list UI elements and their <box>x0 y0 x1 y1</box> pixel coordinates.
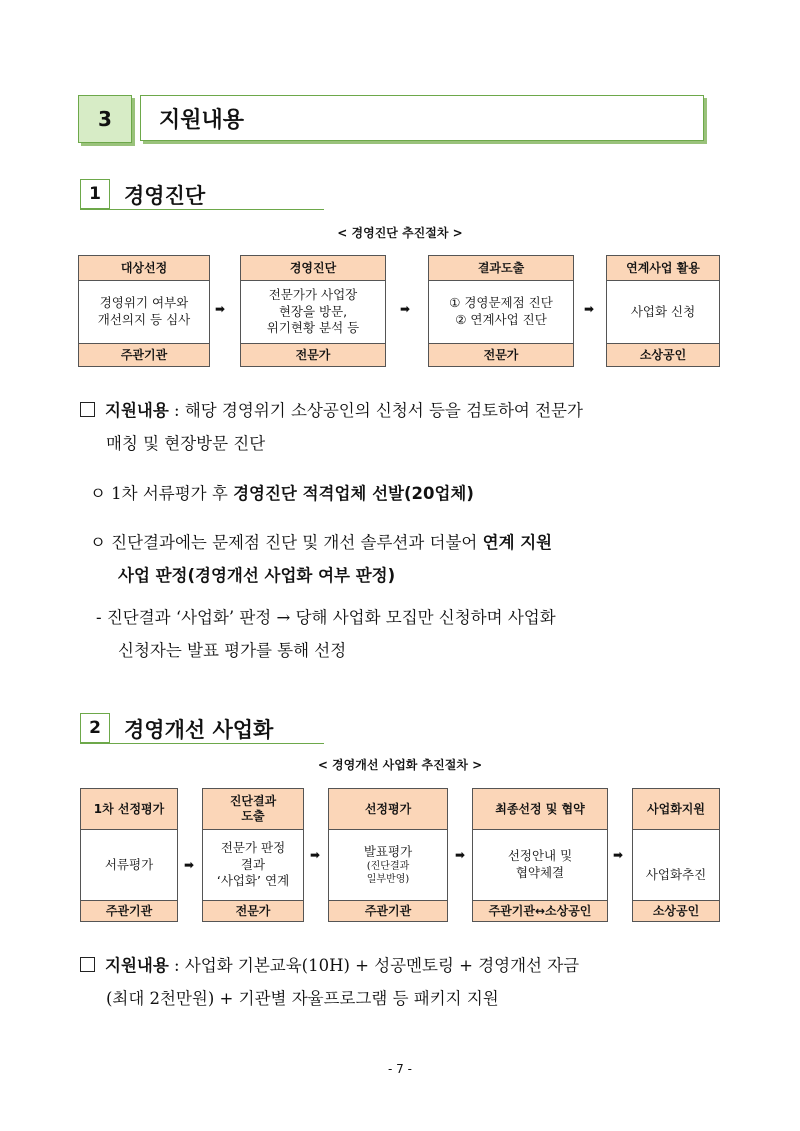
subsection-underline <box>80 209 324 210</box>
support-text-line2: 매칭 및 현장방문 진단 <box>106 434 266 453</box>
dash-item-line2: 신청자는 발표 평가를 통해 선정 <box>118 641 347 660</box>
support-text-line2: (최대 2천만원) + 기관별 자율프로그램 등 패키지 지원 <box>106 989 499 1008</box>
arrow-right-icon: ➡ <box>455 848 466 862</box>
bullet-item <box>90 535 552 552</box>
flow-step-body: 전문가가 사업장 현장을 방문, 위기현황 분석 등 <box>266 286 360 336</box>
arrow-right-icon: ➡ <box>184 858 195 872</box>
flow-step <box>428 255 574 367</box>
bullet-emphasis: 경영진단 적격업체 선발(20업체) <box>233 484 474 503</box>
flow-step-head: 1차 선정평가 <box>81 789 177 830</box>
bullet-emphasis-line2: 사업 판정(경영개선 사업화 여부 판정) <box>118 566 396 585</box>
flow-step-head: 진단결과 도출 <box>203 789 303 830</box>
flow-step-head: 대상선정 <box>79 256 209 281</box>
flow-step-head: 최종선정 및 협약 <box>473 789 607 830</box>
support-paragraph <box>80 957 579 975</box>
flow-step-foot: 주관기관 <box>81 900 177 921</box>
subsection-number: 1 <box>80 179 110 209</box>
arrow-right-icon: ➡ <box>584 302 595 316</box>
flow-step-foot: 소상공인 <box>607 343 719 366</box>
flow-step-foot: 주관기관 <box>329 900 447 921</box>
flow-step-body-main: 발표평가 <box>363 843 413 859</box>
flow-step <box>606 255 720 367</box>
subsection-underline <box>80 743 324 744</box>
flow-step-head: 경영진단 <box>241 256 385 281</box>
bullet-item <box>90 486 474 503</box>
arrow-right-icon: ➡ <box>310 848 321 862</box>
flow-caption: < 경영진단 추진절차 > <box>337 226 463 240</box>
flow-step-body: 경영위기 여부와 개선의지 등 심사 <box>97 295 191 327</box>
flow-step-body-note: (진단결과 일부반영) <box>366 861 410 886</box>
subsection-number: 2 <box>80 713 110 743</box>
flow-step-body: 서류평가 <box>104 856 154 872</box>
flow-step-head: 결과도출 <box>429 256 573 281</box>
flow-step <box>472 788 608 922</box>
flow-step-body: 사업화 신청 <box>630 303 696 319</box>
section-number: 3 <box>78 95 132 143</box>
bullet-text: ㅇ 진단결과에는 문제점 진단 및 개선 솔루션과 더불어 <box>90 533 483 552</box>
flow-step-foot: 전문가 <box>429 343 573 366</box>
flow-step-foot: 주관기관 <box>79 343 209 366</box>
checkbox-square-icon <box>80 402 95 417</box>
subsection-title: 경영개선 사업화 <box>124 718 274 742</box>
support-label: 지원내용 <box>105 956 169 975</box>
flow-step-foot: 소상공인 <box>633 900 719 921</box>
flow-step-head: 연계사업 활용 <box>607 256 719 281</box>
flow-step-body: 전문가 판정 결과 ‘사업화’ 연계 <box>216 839 290 889</box>
arrow-right-icon: ➡ <box>215 302 226 316</box>
page-number: - 7 - <box>388 1062 412 1076</box>
checkbox-square-icon <box>80 957 95 972</box>
flow-step-body: 사업화추진 <box>645 866 707 882</box>
flow-step-body: 선정안내 및 협약체결 <box>507 848 573 880</box>
support-paragraph <box>80 402 583 420</box>
flow-step <box>240 255 386 367</box>
support-text: : 사업화 기본교육(10H) + 성공멘토링 + 경영개선 자금 <box>168 956 580 975</box>
flow-step-foot: 주관기관↔소상공인 <box>473 900 607 921</box>
dash-item: - 진단결과 ‘사업화’ 판정 → 당해 사업화 모집만 신청하며 사업화 <box>96 608 556 627</box>
subsection-title: 경영진단 <box>124 184 206 208</box>
flow-step <box>328 788 448 922</box>
support-label: 지원내용 <box>105 401 169 420</box>
flow-step-head: 사업화지원 <box>633 789 719 830</box>
arrow-right-icon: ➡ <box>400 302 411 316</box>
bullet-text: ㅇ 1차 서류평가 후 <box>90 484 234 503</box>
arrow-right-icon: ➡ <box>613 848 624 862</box>
section-title: 지원내용 <box>140 95 704 141</box>
flow-step <box>80 788 178 922</box>
flow-caption: < 경영개선 사업화 추진절차 > <box>317 758 483 772</box>
flow-step-body <box>329 829 447 901</box>
bullet-emphasis: 연계 지원 <box>482 533 553 552</box>
flow-step-foot: 전문가 <box>203 900 303 921</box>
flow-step <box>78 255 210 367</box>
flow-step-body: ① 경영문제점 진단 ② 연계사업 진단 <box>449 295 553 327</box>
support-text: : 해당 경영위기 소상공인의 신청서 등을 검토하여 전문가 <box>168 401 583 420</box>
flow-step <box>202 788 304 922</box>
flow-step-foot: 전문가 <box>241 343 385 366</box>
flow-step-head: 선정평가 <box>329 789 447 830</box>
flow-step <box>632 788 720 922</box>
